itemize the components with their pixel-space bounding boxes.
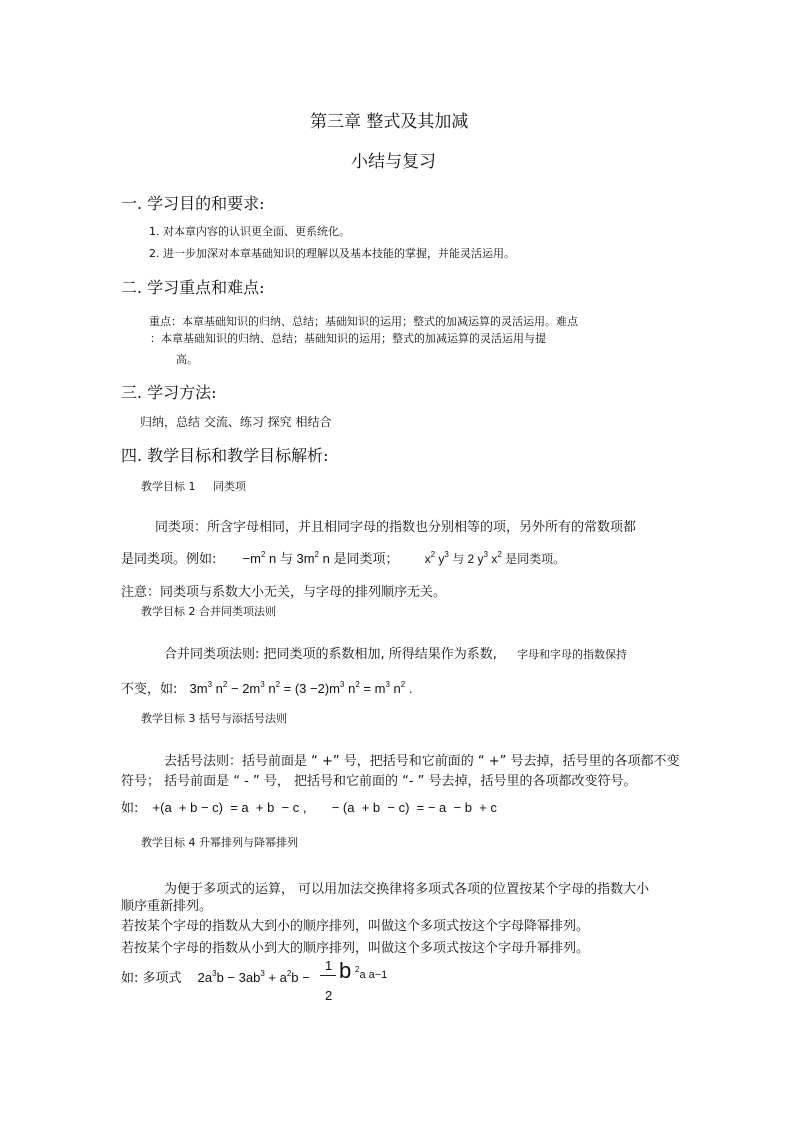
- ordering-def-line-1: 为便于多项式的运算， 可以用加法交换律将多项式各项的位置按某个字母的指数大小: [164, 882, 650, 897]
- polynomial-example: 如: 多项式 $2a^3b - 3ab^3 + a^2b$ −: [121, 969, 310, 986]
- ascending-order-def: 若按某个字母的指数从小到大的顺序排列，叫做这个多项式按这个字母升幂排列。: [121, 941, 590, 956]
- example-1: $-m^2$ n 与 $3m^2$ n 是同类项；: [242, 550, 399, 566]
- goal-3-label: 教学目标 3 括号与添括号法则: [141, 712, 287, 725]
- subtitle: 小结与复习: [351, 152, 436, 172]
- study-methods: 归纳，总结 交流、练习 探究 相结合: [140, 415, 332, 429]
- combine-rule-example: 不变，如: $3m^3$ $n^2 - 2m^3$ $n^2 = (3 -2)m^3$ $n^2 = m^3$ $n^2$ .: [121, 680, 413, 697]
- polynomial: $2a^3b - 3ab^3 + a^2b$ −: [197, 969, 310, 985]
- fraction-denominator: 2: [325, 988, 333, 1003]
- combine-rule-line-1: 合并同类项法则: 把同类项的系数相加, 所得结果作为系数, 字母和字母的指数保持: [164, 647, 628, 662]
- key-points-line-1: 重点：本章基础知识的归纳、总结；基础知识的运用；整式的加减运算的灵活运用。难点: [149, 315, 578, 328]
- section-1-heading: 一. 学习目的和要求:: [121, 194, 265, 213]
- like-terms-note: 注意：同类项与系数大小无关，与字母的排列顺序无关。: [121, 585, 447, 600]
- goal-1-name: 同类项: [213, 480, 246, 493]
- goal-1-number: 教学目标 1: [141, 480, 196, 493]
- goal-item-2: 2. 进一步加深对本章基础知识的理解以及基本技能的掌握，并能灵活运用。: [149, 247, 515, 260]
- ordering-def-line-2: 顺序重新排列。: [121, 899, 213, 914]
- goal-2-label: 教学目标 2 合并同类项法则: [141, 605, 276, 618]
- goal-item-1: 1. 对本章内容的认识更全面、更系统化。: [149, 225, 350, 238]
- goal-4-label: 教学目标 4 升幂排列与降幂排列: [141, 836, 298, 849]
- section-3-heading: 三. 学习方法:: [121, 383, 217, 402]
- fraction-bar: [320, 975, 336, 976]
- chapter-title: 第三章 整式及其加减: [310, 112, 469, 132]
- example-2: $x^2$ $y^3$ 与 2 $y^3$ $x^2$ 是同类项。: [424, 550, 566, 566]
- key-points-line-3: 高。: [176, 353, 198, 366]
- key-points-line-2: ：本章基础知识的归纳、总结；基础知识的运用；整式的加减运算的灵活运用与提: [150, 332, 546, 345]
- descending-order-def: 若按某个字母的指数从大到小的顺序排列，叫做这个多项式按这个字母降幂排列。: [121, 919, 590, 934]
- polynomial-b: b: [339, 958, 352, 983]
- fraction-numerator: 1: [325, 958, 333, 973]
- bracket-example: 如: +(a + b − c) = a + b − c , − (a + b − c) = − a − b + c: [121, 800, 497, 816]
- section-4-heading: 四. 教学目标和教学目标解析:: [121, 446, 329, 465]
- like-terms-definition: 同类项：所含字母相同，并且相同字母的指数也分别相等的项，另外所有的常数项都: [155, 520, 637, 535]
- section-2-heading: 二. 学习重点和难点:: [121, 278, 265, 297]
- example-prefix: 是同类项。例如:: [121, 552, 217, 567]
- goal-1-label: [141, 481, 246, 492]
- combine-formula: $3m^3$ $n^2 - 2m^3$ $n^2 = (3 -2)m^3$ $n^2 = m^3$ $n^2$ .: [189, 680, 413, 696]
- bracket-rule-line-1: 去括号法则：括号前面是 “ +” 号，把括号和它前面的 “ +” 号去掉，括号里的各项都不变: [164, 754, 680, 769]
- bracket-rule-line-2: 符号； 括号前面是 “ - ” 号， 把括号和它前面的 “- ” 号去掉，括号里的各项都改变符号。: [121, 774, 637, 789]
- polynomial-tail: $^2$a a−1: [355, 965, 388, 981]
- like-terms-example-line: [121, 552, 565, 566]
